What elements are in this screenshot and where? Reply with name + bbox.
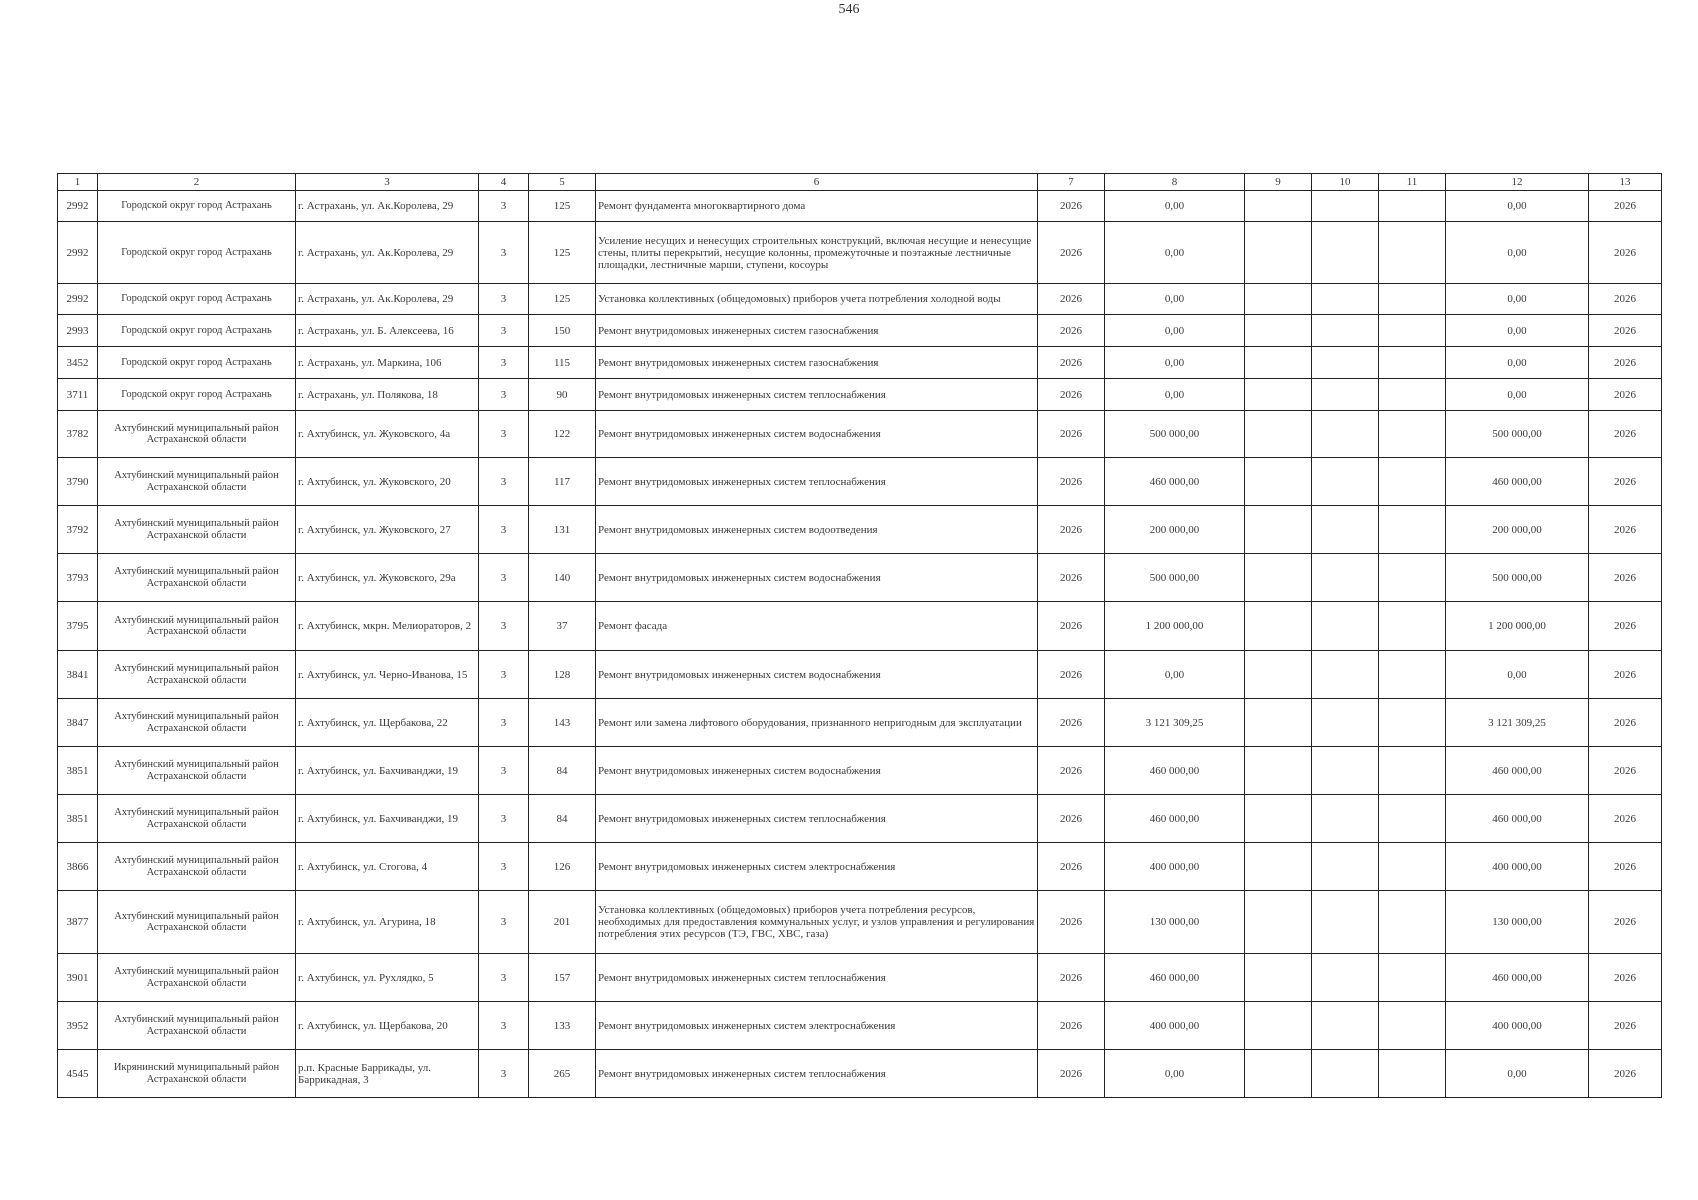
- total-cell: 500 000,00: [1446, 554, 1589, 602]
- column-number-row: [58, 174, 1662, 191]
- col5-cell: 115: [529, 347, 596, 379]
- col9-cell: [1245, 379, 1312, 411]
- col5-cell: 125: [529, 222, 596, 284]
- end-year-cell: 2026: [1589, 747, 1662, 795]
- col9-cell: [1245, 191, 1312, 222]
- col10-cell: [1312, 1002, 1379, 1050]
- row-id: 3793: [58, 554, 98, 602]
- table-row: [58, 843, 1662, 891]
- cost-cell: 0,00: [1105, 651, 1245, 699]
- work-type-cell: Ремонт внутридомовых инженерных систем теплоснабжения: [596, 379, 1038, 411]
- address-cell: г. Астрахань, ул. Ак.Королева, 29: [296, 222, 479, 284]
- col10-cell: [1312, 1050, 1379, 1098]
- address-cell: г. Ахтубинск, мкрн. Мелиораторов, 2: [296, 602, 479, 651]
- municipality-cell: Ахтубинский муниципальный район Астраханской области: [98, 554, 296, 602]
- column-number: 9: [1245, 174, 1312, 191]
- row-id: 2993: [58, 315, 98, 347]
- col4-cell: 3: [479, 954, 529, 1002]
- repair-program-table: [57, 173, 1662, 1098]
- table-row: [58, 554, 1662, 602]
- end-year-cell: 2026: [1589, 222, 1662, 284]
- address-cell: г. Ахтубинск, ул. Черно-Иванова, 15: [296, 651, 479, 699]
- col4-cell: 3: [479, 411, 529, 458]
- col10-cell: [1312, 954, 1379, 1002]
- row-id: 3866: [58, 843, 98, 891]
- col5-cell: 122: [529, 411, 596, 458]
- col9-cell: [1245, 651, 1312, 699]
- address-cell: г. Астрахань, ул. Маркина, 106: [296, 347, 479, 379]
- cost-cell: 0,00: [1105, 347, 1245, 379]
- end-year-cell: 2026: [1589, 347, 1662, 379]
- col10-cell: [1312, 795, 1379, 843]
- table-row: [58, 347, 1662, 379]
- address-cell: г. Ахтубинск, ул. Жуковского, 29а: [296, 554, 479, 602]
- end-year-cell: 2026: [1589, 954, 1662, 1002]
- total-cell: 0,00: [1446, 347, 1589, 379]
- col5-cell: 117: [529, 458, 596, 506]
- column-number: 11: [1379, 174, 1446, 191]
- column-number: 5: [529, 174, 596, 191]
- municipality-cell: Икрянинский муниципальный район Астраханской области: [98, 1050, 296, 1098]
- col5-cell: 125: [529, 191, 596, 222]
- row-id: 3452: [58, 347, 98, 379]
- work-type-cell: Ремонт внутридомовых инженерных систем теплоснабжения: [596, 795, 1038, 843]
- work-type-cell: Ремонт внутридомовых инженерных систем водоснабжения: [596, 651, 1038, 699]
- column-number: 6: [596, 174, 1038, 191]
- table-row: [58, 747, 1662, 795]
- table-row: [58, 222, 1662, 284]
- col5-cell: 157: [529, 954, 596, 1002]
- end-year-cell: 2026: [1589, 554, 1662, 602]
- work-type-cell: Ремонт фасада: [596, 602, 1038, 651]
- total-cell: 400 000,00: [1446, 843, 1589, 891]
- col11-cell: [1379, 191, 1446, 222]
- cost-cell: 200 000,00: [1105, 506, 1245, 554]
- municipality-cell: Ахтубинский муниципальный район Астраханской области: [98, 1002, 296, 1050]
- col4-cell: 3: [479, 602, 529, 651]
- year-cell: 2026: [1038, 651, 1105, 699]
- total-cell: 0,00: [1446, 222, 1589, 284]
- row-id: 2992: [58, 222, 98, 284]
- col5-cell: 133: [529, 1002, 596, 1050]
- table-row: [58, 284, 1662, 315]
- column-number: 4: [479, 174, 529, 191]
- year-cell: 2026: [1038, 699, 1105, 747]
- col4-cell: 3: [479, 795, 529, 843]
- col4-cell: 3: [479, 506, 529, 554]
- col10-cell: [1312, 222, 1379, 284]
- work-type-cell: Ремонт внутридомовых инженерных систем электроснабжения: [596, 1002, 1038, 1050]
- table-row: [58, 1002, 1662, 1050]
- cost-cell: 3 121 309,25: [1105, 699, 1245, 747]
- cost-cell: 130 000,00: [1105, 891, 1245, 954]
- address-cell: г. Ахтубинск, ул. Стогова, 4: [296, 843, 479, 891]
- cost-cell: 0,00: [1105, 222, 1245, 284]
- cost-cell: 500 000,00: [1105, 554, 1245, 602]
- col4-cell: 3: [479, 347, 529, 379]
- col11-cell: [1379, 411, 1446, 458]
- work-type-cell: Ремонт внутридомовых инженерных систем газоснабжения: [596, 347, 1038, 379]
- table-row: [58, 379, 1662, 411]
- work-type-cell: Ремонт внутридомовых инженерных систем водоснабжения: [596, 554, 1038, 602]
- col5-cell: 126: [529, 843, 596, 891]
- col9-cell: [1245, 315, 1312, 347]
- address-cell: р.п. Красные Баррикады, ул. Баррикадная, 3: [296, 1050, 479, 1098]
- work-type-cell: Ремонт внутридомовых инженерных систем водоснабжения: [596, 747, 1038, 795]
- row-id: 3795: [58, 602, 98, 651]
- column-number: 7: [1038, 174, 1105, 191]
- col11-cell: [1379, 506, 1446, 554]
- address-cell: г. Ахтубинск, ул. Жуковского, 4а: [296, 411, 479, 458]
- total-cell: 460 000,00: [1446, 795, 1589, 843]
- col11-cell: [1379, 747, 1446, 795]
- work-type-cell: Ремонт внутридомовых инженерных систем теплоснабжения: [596, 1050, 1038, 1098]
- col4-cell: 3: [479, 651, 529, 699]
- work-type-cell: Ремонт фундамента многоквартирного дома: [596, 191, 1038, 222]
- end-year-cell: 2026: [1589, 602, 1662, 651]
- municipality-cell: Ахтубинский муниципальный район Астраханской области: [98, 411, 296, 458]
- end-year-cell: 2026: [1589, 651, 1662, 699]
- work-type-cell: Установка коллективных (общедомовых) приборов учета потребления ресурсов, необходимых для предоставления коммунальных услуг, и узлов управления и регулирования потребления этих ресурсов (ТЭ, ГВС, ХВС, газа): [596, 891, 1038, 954]
- col9-cell: [1245, 954, 1312, 1002]
- col9-cell: [1245, 554, 1312, 602]
- col5-cell: 265: [529, 1050, 596, 1098]
- end-year-cell: 2026: [1589, 379, 1662, 411]
- year-cell: 2026: [1038, 1050, 1105, 1098]
- total-cell: 1 200 000,00: [1446, 602, 1589, 651]
- work-type-cell: Ремонт внутридомовых инженерных систем водоснабжения: [596, 411, 1038, 458]
- cost-cell: 400 000,00: [1105, 1002, 1245, 1050]
- row-id: 3711: [58, 379, 98, 411]
- cost-cell: 1 200 000,00: [1105, 602, 1245, 651]
- year-cell: 2026: [1038, 891, 1105, 954]
- col10-cell: [1312, 699, 1379, 747]
- col5-cell: 150: [529, 315, 596, 347]
- table-row: [58, 795, 1662, 843]
- year-cell: 2026: [1038, 379, 1105, 411]
- col4-cell: 3: [479, 891, 529, 954]
- table-row: [58, 954, 1662, 1002]
- year-cell: 2026: [1038, 843, 1105, 891]
- end-year-cell: 2026: [1589, 843, 1662, 891]
- municipality-cell: Ахтубинский муниципальный район Астраханской области: [98, 891, 296, 954]
- year-cell: 2026: [1038, 458, 1105, 506]
- col4-cell: 3: [479, 315, 529, 347]
- municipality-cell: Городской округ город Астрахань: [98, 379, 296, 411]
- row-id: 3790: [58, 458, 98, 506]
- table-row: [58, 191, 1662, 222]
- address-cell: г. Ахтубинск, ул. Бахчиванджи, 19: [296, 747, 479, 795]
- col11-cell: [1379, 458, 1446, 506]
- column-number: 3: [296, 174, 479, 191]
- end-year-cell: 2026: [1589, 795, 1662, 843]
- col9-cell: [1245, 602, 1312, 651]
- end-year-cell: 2026: [1589, 1002, 1662, 1050]
- municipality-cell: Городской округ город Астрахань: [98, 222, 296, 284]
- col9-cell: [1245, 411, 1312, 458]
- total-cell: 400 000,00: [1446, 1002, 1589, 1050]
- end-year-cell: 2026: [1589, 458, 1662, 506]
- total-cell: 0,00: [1446, 379, 1589, 411]
- municipality-cell: Городской округ город Астрахань: [98, 347, 296, 379]
- address-cell: г. Астрахань, ул. Ак.Королева, 29: [296, 284, 479, 315]
- year-cell: 2026: [1038, 795, 1105, 843]
- municipality-cell: Ахтубинский муниципальный район Астраханской области: [98, 506, 296, 554]
- table-row: [58, 1050, 1662, 1098]
- table-row: [58, 651, 1662, 699]
- col4-cell: 3: [479, 699, 529, 747]
- col4-cell: 3: [479, 284, 529, 315]
- col9-cell: [1245, 795, 1312, 843]
- municipality-cell: Ахтубинский муниципальный район Астраханской области: [98, 843, 296, 891]
- municipality-cell: Ахтубинский муниципальный район Астраханской области: [98, 795, 296, 843]
- col4-cell: 3: [479, 843, 529, 891]
- col10-cell: [1312, 891, 1379, 954]
- year-cell: 2026: [1038, 347, 1105, 379]
- col11-cell: [1379, 222, 1446, 284]
- col4-cell: 3: [479, 747, 529, 795]
- year-cell: 2026: [1038, 747, 1105, 795]
- end-year-cell: 2026: [1589, 191, 1662, 222]
- cost-cell: 400 000,00: [1105, 843, 1245, 891]
- column-number: 10: [1312, 174, 1379, 191]
- column-number: 12: [1446, 174, 1589, 191]
- total-cell: 200 000,00: [1446, 506, 1589, 554]
- col9-cell: [1245, 458, 1312, 506]
- work-type-cell: Усиление несущих и ненесущих строительных конструкций, включая несущие и ненесущие стены, плиты перекрытий, несущие колонны, промежуточные и поэтажные лестничные площадки, лестничные марши, ступени, косоуры: [596, 222, 1038, 284]
- col5-cell: 128: [529, 651, 596, 699]
- col4-cell: 3: [479, 1050, 529, 1098]
- year-cell: 2026: [1038, 191, 1105, 222]
- total-cell: 0,00: [1446, 651, 1589, 699]
- col9-cell: [1245, 699, 1312, 747]
- col11-cell: [1379, 347, 1446, 379]
- municipality-cell: Ахтубинский муниципальный район Астраханской области: [98, 651, 296, 699]
- col5-cell: 140: [529, 554, 596, 602]
- col5-cell: 90: [529, 379, 596, 411]
- total-cell: 460 000,00: [1446, 458, 1589, 506]
- end-year-cell: 2026: [1589, 699, 1662, 747]
- work-type-cell: Ремонт или замена лифтового оборудования, признанного непригодным для эксплуатации: [596, 699, 1038, 747]
- col10-cell: [1312, 411, 1379, 458]
- row-id: 3901: [58, 954, 98, 1002]
- year-cell: 2026: [1038, 222, 1105, 284]
- end-year-cell: 2026: [1589, 284, 1662, 315]
- end-year-cell: 2026: [1589, 891, 1662, 954]
- row-id: 3851: [58, 747, 98, 795]
- work-type-cell: Ремонт внутридомовых инженерных систем теплоснабжения: [596, 954, 1038, 1002]
- work-type-cell: Ремонт внутридомовых инженерных систем водоотведения: [596, 506, 1038, 554]
- cost-cell: 0,00: [1105, 284, 1245, 315]
- col9-cell: [1245, 747, 1312, 795]
- row-id: 3847: [58, 699, 98, 747]
- cost-cell: 0,00: [1105, 1050, 1245, 1098]
- cost-cell: 0,00: [1105, 191, 1245, 222]
- total-cell: 500 000,00: [1446, 411, 1589, 458]
- total-cell: 3 121 309,25: [1446, 699, 1589, 747]
- col9-cell: [1245, 1050, 1312, 1098]
- total-cell: 0,00: [1446, 284, 1589, 315]
- col10-cell: [1312, 651, 1379, 699]
- table-row: [58, 411, 1662, 458]
- col4-cell: 3: [479, 1002, 529, 1050]
- col10-cell: [1312, 379, 1379, 411]
- address-cell: г. Ахтубинск, ул. Щербакова, 20: [296, 1002, 479, 1050]
- col9-cell: [1245, 222, 1312, 284]
- col11-cell: [1379, 602, 1446, 651]
- col10-cell: [1312, 458, 1379, 506]
- year-cell: 2026: [1038, 506, 1105, 554]
- total-cell: 0,00: [1446, 1050, 1589, 1098]
- address-cell: г. Ахтубинск, ул. Бахчиванджи, 19: [296, 795, 479, 843]
- end-year-cell: 2026: [1589, 315, 1662, 347]
- row-id: 3851: [58, 795, 98, 843]
- address-cell: г. Ахтубинск, ул. Агурина, 18: [296, 891, 479, 954]
- year-cell: 2026: [1038, 954, 1105, 1002]
- row-id: 3952: [58, 1002, 98, 1050]
- col4-cell: 3: [479, 554, 529, 602]
- col11-cell: [1379, 954, 1446, 1002]
- work-type-cell: Ремонт внутридомовых инженерных систем теплоснабжения: [596, 458, 1038, 506]
- col9-cell: [1245, 1002, 1312, 1050]
- table-row: [58, 458, 1662, 506]
- col5-cell: 84: [529, 747, 596, 795]
- col10-cell: [1312, 554, 1379, 602]
- year-cell: 2026: [1038, 411, 1105, 458]
- address-cell: г. Ахтубинск, ул. Жуковского, 20: [296, 458, 479, 506]
- col9-cell: [1245, 506, 1312, 554]
- cost-cell: 0,00: [1105, 315, 1245, 347]
- year-cell: 2026: [1038, 315, 1105, 347]
- address-cell: г. Астрахань, ул. Полякова, 18: [296, 379, 479, 411]
- row-id: 2992: [58, 284, 98, 315]
- column-number: 8: [1105, 174, 1245, 191]
- address-cell: г. Астрахань, ул. Б. Алексеева, 16: [296, 315, 479, 347]
- municipality-cell: Ахтубинский муниципальный район Астраханской области: [98, 699, 296, 747]
- total-cell: 460 000,00: [1446, 747, 1589, 795]
- col11-cell: [1379, 843, 1446, 891]
- col4-cell: 3: [479, 222, 529, 284]
- municipality-cell: Ахтубинский муниципальный район Астраханской области: [98, 954, 296, 1002]
- total-cell: 130 000,00: [1446, 891, 1589, 954]
- col11-cell: [1379, 284, 1446, 315]
- total-cell: 0,00: [1446, 315, 1589, 347]
- year-cell: 2026: [1038, 1002, 1105, 1050]
- row-id: 4545: [58, 1050, 98, 1098]
- table-row: [58, 699, 1662, 747]
- cost-cell: 500 000,00: [1105, 411, 1245, 458]
- col9-cell: [1245, 891, 1312, 954]
- municipality-cell: Ахтубинский муниципальный район Астраханской области: [98, 747, 296, 795]
- col10-cell: [1312, 315, 1379, 347]
- col10-cell: [1312, 191, 1379, 222]
- col11-cell: [1379, 554, 1446, 602]
- col11-cell: [1379, 1050, 1446, 1098]
- col10-cell: [1312, 747, 1379, 795]
- cost-cell: 460 000,00: [1105, 747, 1245, 795]
- municipality-cell: Городской округ город Астрахань: [98, 284, 296, 315]
- col5-cell: 37: [529, 602, 596, 651]
- total-cell: 0,00: [1446, 191, 1589, 222]
- col5-cell: 84: [529, 795, 596, 843]
- year-cell: 2026: [1038, 602, 1105, 651]
- page-number: 546: [838, 2, 860, 17]
- row-id: 3792: [58, 506, 98, 554]
- col5-cell: 143: [529, 699, 596, 747]
- end-year-cell: 2026: [1589, 506, 1662, 554]
- end-year-cell: 2026: [1589, 411, 1662, 458]
- col11-cell: [1379, 891, 1446, 954]
- col11-cell: [1379, 699, 1446, 747]
- end-year-cell: 2026: [1589, 1050, 1662, 1098]
- col11-cell: [1379, 795, 1446, 843]
- col11-cell: [1379, 1002, 1446, 1050]
- col4-cell: 3: [479, 458, 529, 506]
- address-cell: г. Ахтубинск, ул. Жуковского, 27: [296, 506, 479, 554]
- col5-cell: 201: [529, 891, 596, 954]
- col10-cell: [1312, 602, 1379, 651]
- col9-cell: [1245, 284, 1312, 315]
- year-cell: 2026: [1038, 284, 1105, 315]
- col11-cell: [1379, 651, 1446, 699]
- col9-cell: [1245, 843, 1312, 891]
- col5-cell: 131: [529, 506, 596, 554]
- table-row: [58, 891, 1662, 954]
- col11-cell: [1379, 315, 1446, 347]
- col10-cell: [1312, 347, 1379, 379]
- cost-cell: 460 000,00: [1105, 458, 1245, 506]
- col10-cell: [1312, 506, 1379, 554]
- column-number: 2: [98, 174, 296, 191]
- cost-cell: 460 000,00: [1105, 795, 1245, 843]
- row-id: 3841: [58, 651, 98, 699]
- row-id: 3877: [58, 891, 98, 954]
- work-type-cell: Установка коллективных (общедомовых) приборов учета потребления холодной воды: [596, 284, 1038, 315]
- municipality-cell: Городской округ город Астрахань: [98, 315, 296, 347]
- row-id: 2992: [58, 191, 98, 222]
- col4-cell: 3: [479, 379, 529, 411]
- cost-cell: 0,00: [1105, 379, 1245, 411]
- address-cell: г. Ахтубинск, ул. Рухлядко, 5: [296, 954, 479, 1002]
- address-cell: г. Астрахань, ул. Ак.Королева, 29: [296, 191, 479, 222]
- work-type-cell: Ремонт внутридомовых инженерных систем электроснабжения: [596, 843, 1038, 891]
- col10-cell: [1312, 284, 1379, 315]
- col4-cell: 3: [479, 191, 529, 222]
- work-type-cell: Ремонт внутридомовых инженерных систем газоснабжения: [596, 315, 1038, 347]
- address-cell: г. Ахтубинск, ул. Щербакова, 22: [296, 699, 479, 747]
- table-row: [58, 506, 1662, 554]
- col10-cell: [1312, 843, 1379, 891]
- municipality-cell: Ахтубинский муниципальный район Астраханской области: [98, 602, 296, 651]
- table-row: [58, 602, 1662, 651]
- cost-cell: 460 000,00: [1105, 954, 1245, 1002]
- row-id: 3782: [58, 411, 98, 458]
- year-cell: 2026: [1038, 554, 1105, 602]
- col9-cell: [1245, 347, 1312, 379]
- col5-cell: 125: [529, 284, 596, 315]
- column-number: 1: [58, 174, 98, 191]
- table-row: [58, 315, 1662, 347]
- municipality-cell: Городской округ город Астрахань: [98, 191, 296, 222]
- total-cell: 460 000,00: [1446, 954, 1589, 1002]
- col11-cell: [1379, 379, 1446, 411]
- municipality-cell: Ахтубинский муниципальный район Астраханской области: [98, 458, 296, 506]
- column-number: 13: [1589, 174, 1662, 191]
